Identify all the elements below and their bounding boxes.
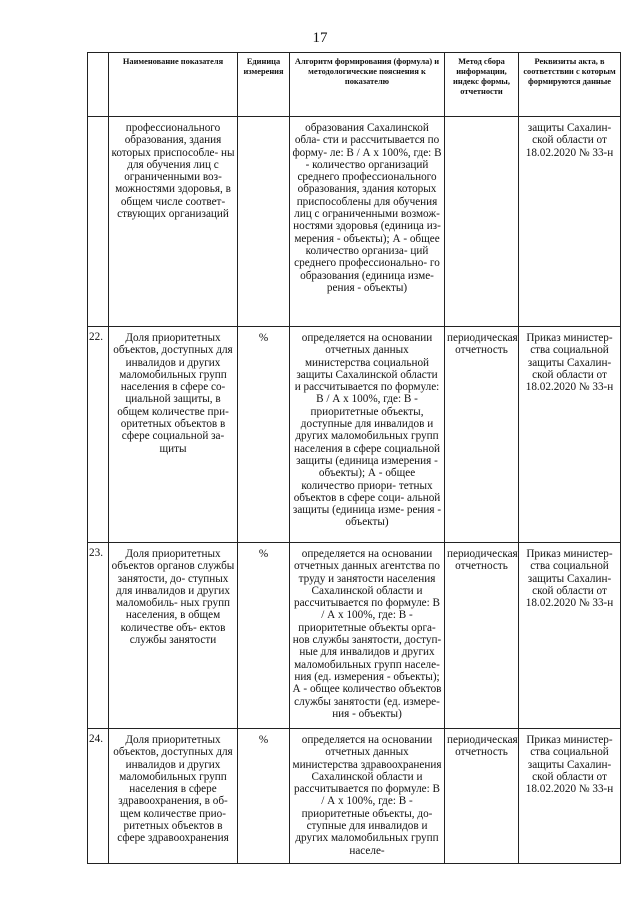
unit: % [258, 332, 269, 344]
unit: % [258, 734, 269, 746]
method: периодическая отчетность [447, 332, 518, 357]
algorithm: определяется на основании отчетных данных агентства по труду и занятости населения Сахалинской области и рассчитывается по формуле: В / А x 100%, где: В - приоритетные объекты орга- нов службы занятости, доступ- ные для инвалидов и других маломобильных групп населе- ния (ед. измерения - объекты); А - общее количество объектов службы занятости (ед. измере- ния - объекты) [292, 548, 442, 720]
indicator-name-cell [109, 543, 238, 729]
indicator-name: Доля приоритетных объектов органов службы занятости, до- ступных для инвалидов и других маломобиль- ных групп населения, в общем количестве объ- ектов службы занятости [111, 548, 235, 647]
table-row [88, 543, 621, 729]
requisites: Приказ министер- ства социальной защиты Сахалин- ской области от 18.02.2020 № 33-н [525, 548, 614, 610]
requisites-cell [519, 543, 621, 729]
unit [238, 117, 289, 122]
row-number: 23. [88, 543, 109, 729]
requisites: Приказ министер- ства социальной защиты Сахалин- ской области от 18.02.2020 № 33-н [525, 332, 614, 394]
algorithm: определяется на основании отчетных данных министерства здравоохранения Сахалинской области и рассчитывается по формуле: В / А x 100%, где: В - приоритетные объекты, до- ступные для инвалидов и других маломобильных групп населе- [292, 734, 442, 857]
requisites-cell [519, 117, 621, 327]
algorithm-cell [290, 729, 445, 864]
indicator-name: Доля приоритетных объектов, доступных для инвалидов и других маломобильных групп населения в сфере здравоохранения, в об- щем количестве прио- ритетных объектов в сфере здравоохранения [113, 734, 233, 845]
unit-cell [238, 117, 290, 327]
requisites-cell [519, 327, 621, 543]
table-row [88, 117, 621, 327]
method-cell [445, 117, 519, 327]
indicator-name-cell [109, 327, 238, 543]
row-number: 24. [88, 729, 109, 864]
header-algorithm: Алгоритм формирования (формула) и методологические пояснения к показателю [290, 53, 445, 117]
table-row [88, 729, 621, 864]
method [445, 117, 518, 122]
header-requisites: Реквизиты акта, в соответствии с которым формируются данные [519, 53, 621, 117]
unit-cell [238, 729, 290, 864]
header-indicator-name: Наименование показателя [109, 53, 238, 117]
unit: % [258, 548, 269, 560]
indicator-name: Доля приоритетных объектов, доступных для инвалидов и других маломобильных групп населения в сфере со- циальной защиты, в общем количестве при- оритетных объектов в сфере социальной за- щиты [113, 332, 233, 455]
requisites: Приказ министер- ства социальной защиты Сахалин- ской области от 18.02.2020 № 33-н [525, 734, 614, 796]
algorithm-cell [290, 327, 445, 543]
indicator-name: профессионального образования, здания которых приспособле- ны для обучения лиц с ограниченными воз- можностями здоровья, в общем числе соответ- ствующих организаций [111, 122, 235, 221]
header-unit: Единица измерения [238, 53, 290, 117]
method: периодическая отчетность [447, 548, 518, 573]
page-number: 17 [312, 30, 328, 46]
algorithm: образования Сахалинской обла- сти и рассчитывается по форму- ле: В / А x 100%, где: В - количество организаций среднего профессионального образования, здания которых приспособлены для обучения лиц с ограниченными возмож- ностями здоровья (единица из- мерения - объекты); А - общее количество организа- ций среднего профессионально- го образования (единица изме- рения - объекты) [292, 122, 442, 294]
unit-cell [238, 327, 290, 543]
requisites: защиты Сахалин- ской области от 18.02.2020 № 33-н [525, 122, 614, 159]
method: периодическая отчетность [447, 734, 518, 759]
table-header-row [88, 53, 621, 117]
requisites-cell [519, 729, 621, 864]
row-number: 22. [88, 327, 109, 543]
method-cell [445, 327, 519, 543]
indicator-name-cell [109, 117, 238, 327]
method-cell [445, 729, 519, 864]
header-method: Метод сбора информации, индекс формы, отчетности [445, 53, 519, 117]
algorithm-cell [290, 117, 445, 327]
indicator-name-cell [109, 729, 238, 864]
table-row [88, 327, 621, 543]
algorithm: определяется на основании отчетных данных министерства социальной защиты Сахалинской области и рассчитывается по формуле: В / А x 100%, где: В - приоритетные объекты, доступные для инвалидов и других маломобильных групп населения в сфере социальной защиты (единица измерения - объекты); А - общее количество приори- тетных объектов в сфере соци- альной защиты (единица изме- рения - объекты) [292, 332, 442, 529]
unit-cell [238, 543, 290, 729]
row-number [88, 117, 109, 327]
method-cell [445, 543, 519, 729]
indicators-table [87, 52, 621, 864]
header-number [88, 53, 109, 117]
algorithm-cell [290, 543, 445, 729]
